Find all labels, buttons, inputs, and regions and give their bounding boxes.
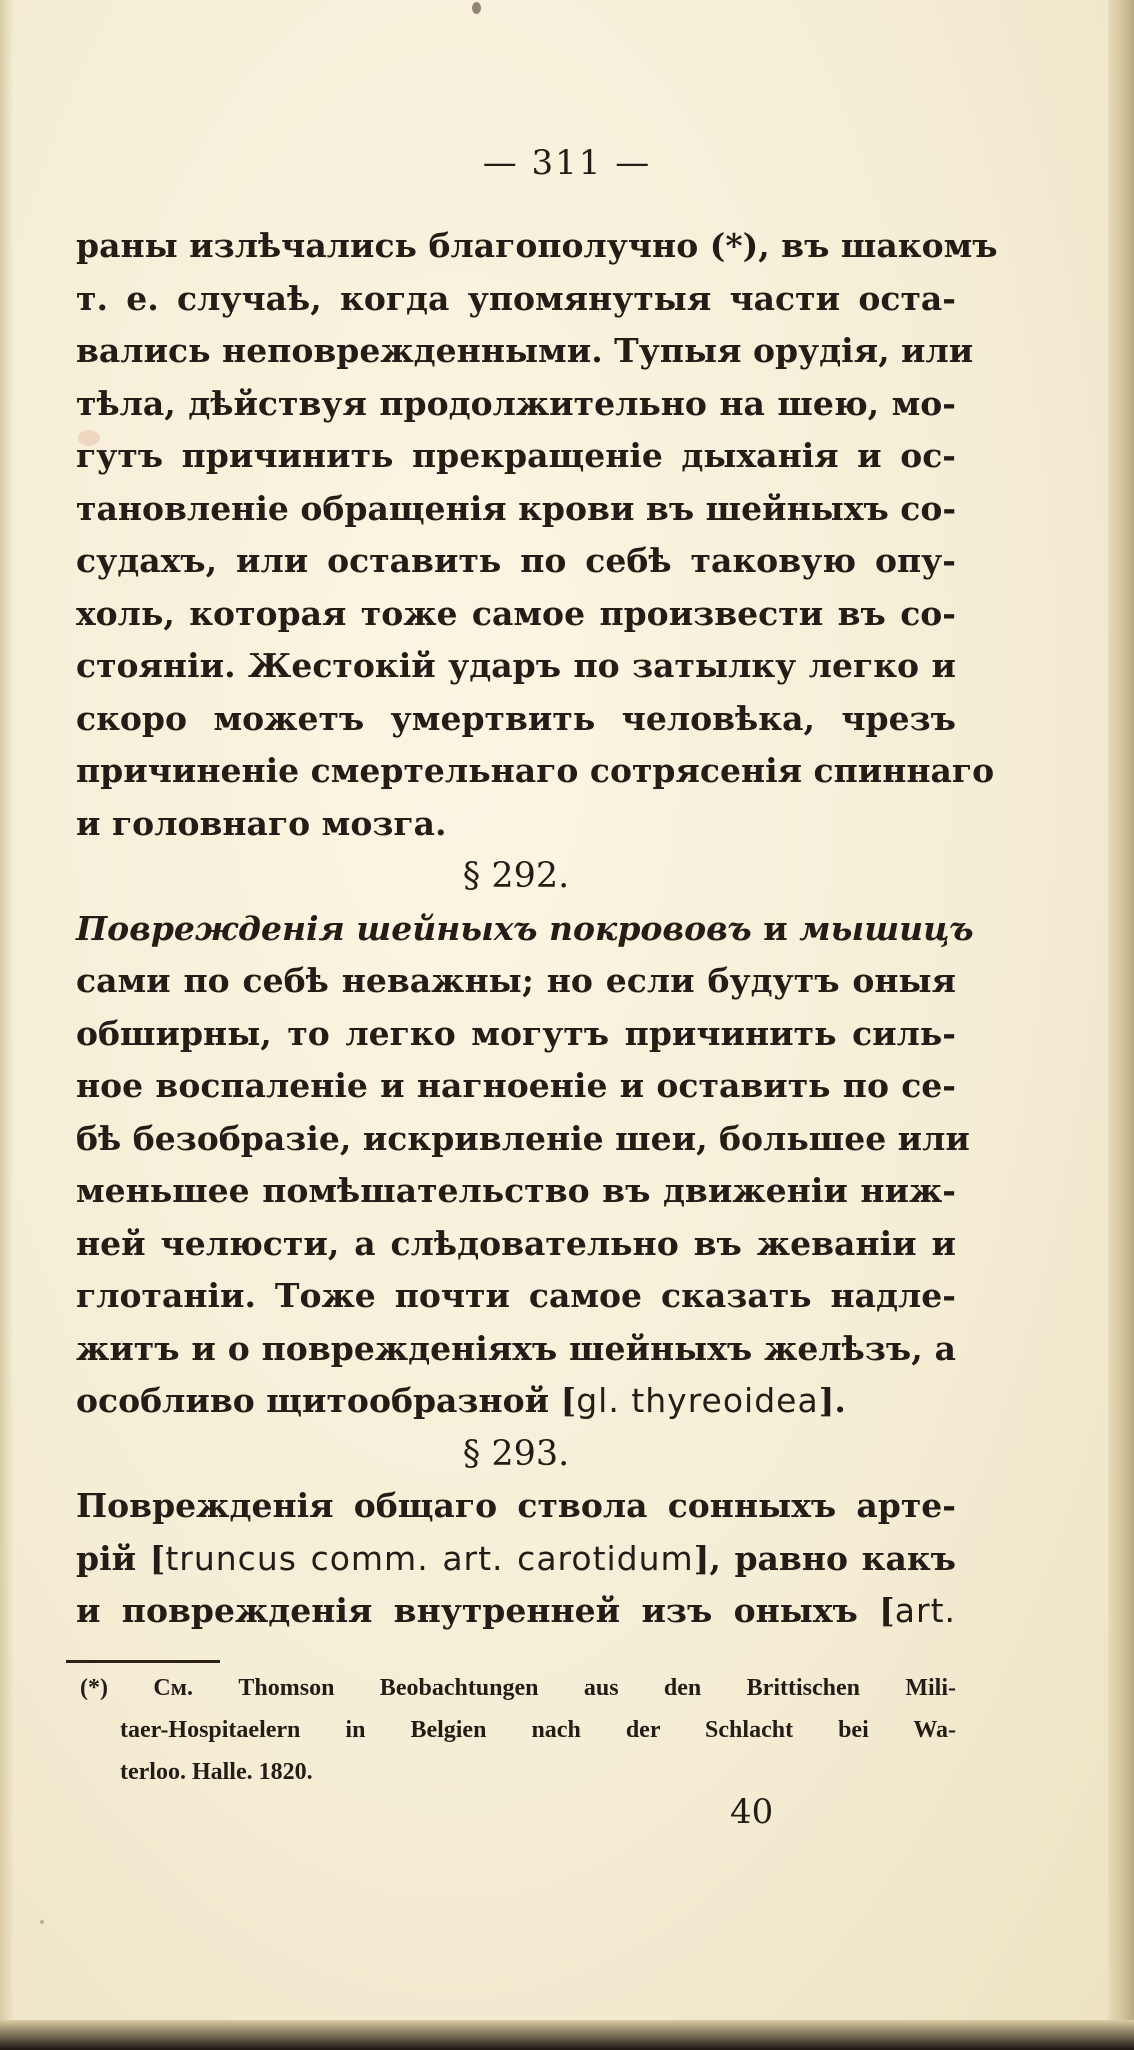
page-edge-right	[1108, 0, 1134, 2050]
text-line	[76, 1585, 956, 1638]
text-line	[76, 1533, 956, 1586]
page-number: — 311 —	[482, 143, 652, 183]
text-line	[76, 903, 974, 956]
signature-mark: 40	[730, 1792, 774, 1832]
text-line: житъ и о поврежденіяхъ шейныхъ желѣзъ, а	[76, 1328, 956, 1368]
text-line: тѣла, дѣйствуя продолжительно на шею, мо-	[76, 383, 956, 423]
conjunction: и	[751, 908, 800, 948]
text-line: ней челюсти, а слѣдовательно въ жеваніи и	[76, 1223, 956, 1263]
text-line: и головнаго мозга.	[76, 803, 447, 843]
text-line: бѣ безобразіе, искривленіе шеи, большее или	[76, 1118, 970, 1158]
footnote-line: terloo. Halle. 1820.	[120, 1759, 313, 1785]
text-line: скоро можетъ умертвить человѣка, чрезъ	[76, 698, 956, 738]
italic-phrase: мышицъ	[799, 908, 974, 948]
text-line: обширны, то легко могутъ причинить силь-	[76, 1013, 956, 1053]
text-line: т. е. случаѣ, когда упомянутыя части оста-	[76, 278, 956, 318]
section-heading: § 293.	[462, 1433, 570, 1474]
latin-term: truncus comm. art. carotidum	[165, 1538, 694, 1578]
section-heading: § 292.	[462, 856, 570, 896]
text-line: ное воспаленіе и нагноеніе и оставить по се-	[76, 1066, 956, 1105]
text-line: раны излѣчались благополучно (*), въ шакомъ	[76, 226, 998, 265]
text-line: тановленіе обращенія крови въ шейныхъ со-	[76, 488, 957, 528]
latin-term: art.	[894, 1591, 956, 1630]
text-line: холь, которая тоже самое произвести въ со-	[76, 593, 956, 633]
ink-speck	[40, 1920, 44, 1924]
body-text	[76, 220, 998, 1638]
text-segment: ], равно какъ	[693, 1538, 956, 1578]
text-line: Поврежденія общаго ствола сонныхъ арте-	[76, 1486, 956, 1525]
page-edge-bottom	[0, 2020, 1134, 2050]
text-line: глотаніи. Тоже почти самое сказать надле-	[76, 1276, 956, 1315]
text-segment: особливо щитообразной [	[76, 1381, 577, 1420]
latin-term: gl. thyreoidea	[576, 1381, 819, 1420]
text-line: причиненіе смертельнаго сотрясенія спиннаго	[76, 751, 995, 790]
footnote-rule	[66, 1660, 220, 1663]
text-line: стояніи. Жестокій ударъ по затылку легко и	[76, 646, 956, 685]
footnote-line: (*) См. Thomson Beobachtungen aus den Brittischen Mili-	[80, 1675, 956, 1701]
text-segment: рій [	[76, 1538, 166, 1578]
text-line: вались неповрежденными. Тупыя орудія, или	[76, 331, 974, 370]
text-line	[76, 1375, 956, 1428]
binding-shadow	[0, 0, 14, 2050]
text-line: меньшее помѣшательство въ движеніи ниж-	[76, 1171, 956, 1210]
text-line: сами по себѣ неважны; но если будутъ оныя	[76, 961, 956, 1000]
text-segment: ].	[818, 1381, 846, 1420]
italic-phrase: Поврежденія шейныхъ покрововъ	[76, 908, 752, 948]
ink-speck	[472, 2, 481, 14]
text-line: гутъ причинить прекращеніе дыханія и ос-	[76, 436, 956, 475]
text-line: судахъ, или оставить по себѣ таковую опу-	[76, 541, 956, 580]
footnote-line: taer-Hospitaelern in Belgien nach der Schlacht bei Wa-	[120, 1717, 956, 1743]
text-segment: и поврежденія внутренней изъ оныхъ [	[76, 1591, 895, 1630]
footnote	[80, 1667, 956, 1793]
